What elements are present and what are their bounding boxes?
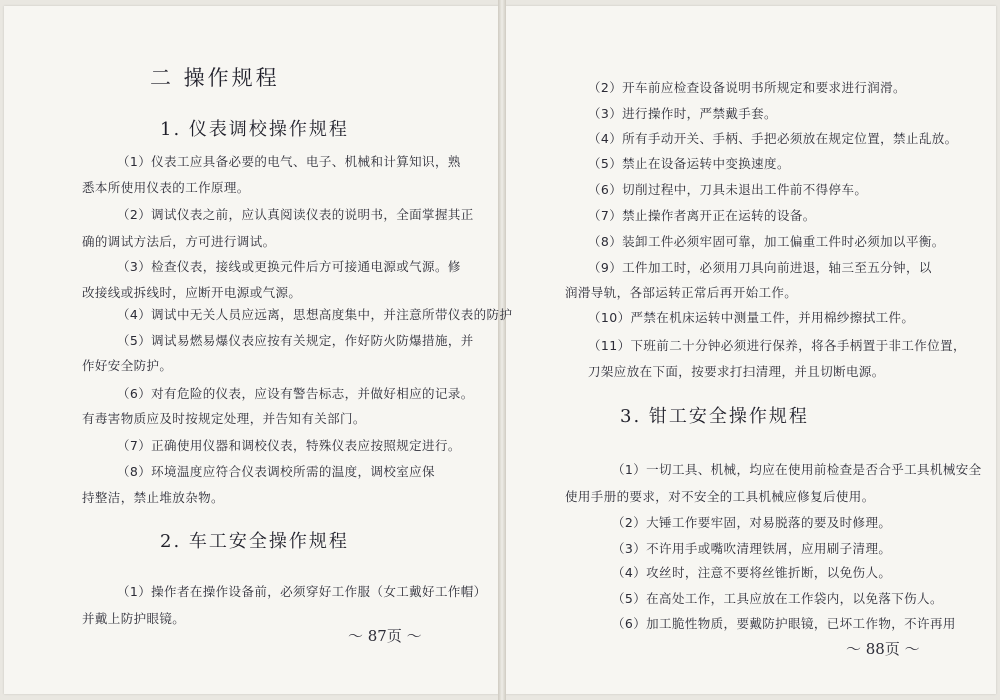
text-line: （6）加工脆性物质，要戴防护眼镜，已坏工作物，不许再用 [612, 616, 956, 631]
text-line: （3）检查仪表，接线或更换元件后方可接通电源或气源。修 [117, 259, 461, 274]
text-line: 确的调试方法后，方可进行调试。 [82, 234, 276, 249]
section2-title: 2. 车工安全操作规程 [160, 531, 349, 552]
text-line: 润滑导轨，各部运转正常后再开始工作。 [565, 285, 798, 300]
text-line: 改接线或拆线时，应断开电源或气源。 [82, 285, 302, 300]
book-gutter [498, 0, 506, 700]
text-line: （2）调试仪表之前，应认真阅读仪表的说明书，全面掌握其正 [117, 207, 474, 222]
text-line: （9）工件加工时，必须用刀具向前进退，轴三至五分钟，以 [588, 260, 932, 275]
text-line: （1）一切工具、机械，均应在使用前检查是否合乎工具机械安全 [612, 462, 982, 477]
text-line: （2）开车前应检查设备说明书所规定和要求进行润滑。 [588, 80, 906, 95]
text-line: （10）严禁在机床运转中测量工件，并用棉纱擦拭工件。 [588, 310, 915, 325]
text-line: （4）攻丝时，注意不要将丝锥折断，以免伤人。 [612, 565, 892, 580]
text-line: （2）大锤工作要牢固，对易脱落的要及时修理。 [612, 515, 892, 530]
text-line: （5）调试易燃易爆仪表应按有关规定，作好防火防爆措施，并 [117, 333, 474, 348]
section3-title: 3. 钳工安全操作规程 [620, 406, 809, 427]
text-line: （5）禁止在设备运转中变换速度。 [588, 156, 790, 171]
text-line: 并戴上防护眼镜。 [82, 611, 186, 626]
text-line: （7）正确使用仪器和调校仪表，特殊仪表应按照规定进行。 [117, 438, 461, 453]
text-line: （1）仪表工应具备必要的电气、电子、机械和计算知识，熟 [117, 154, 461, 169]
section1-title: 1. 仪表调校操作规程 [160, 119, 349, 140]
text-line: 作好安全防护。 [82, 358, 173, 373]
text-line: 持整洁，禁止堆放杂物。 [82, 490, 224, 505]
text-line: （1）操作者在操作设备前，必须穿好工作服（女工戴好工作帽） [117, 584, 487, 599]
text-line: （8）装卸工件必须牢固可靠，加工偏重工件时必须加以平衡。 [588, 234, 945, 249]
text-line: 刀架应放在下面，按要求打扫清理，并且切断电源。 [588, 364, 885, 379]
text-line: （8）环境温度应符合仪表调校所需的温度，调校室应保 [117, 464, 435, 479]
text-line: （4）调试中无关人员应远离，思想高度集中，并注意所带仪表的防护 [117, 307, 513, 322]
text-line: （11）下班前二十分钟必须进行保养，将各手柄置于非工作位置， [588, 338, 966, 353]
page-number-left: ～ 87页 ～ [348, 627, 422, 645]
text-line: （7）禁止操作者离开正在运转的设备。 [588, 208, 816, 223]
text-line: （3）进行操作时，严禁戴手套。 [588, 106, 777, 121]
text-line: （3）不许用手或嘴吹清理铁屑，应用刷子清理。 [612, 541, 892, 556]
text-line: （6）切削过程中，刀具未退出工件前不得停车。 [588, 182, 868, 197]
text-line: （6）对有危险的仪表，应设有警告标志，并做好相应的记录。 [117, 386, 474, 401]
text-line: 使用手册的要求，对不安全的工具机械应修复后使用。 [565, 489, 875, 504]
text-line: （5）在高处工作，工具应放在工作袋内，以免落下伤人。 [612, 591, 943, 606]
text-line: 有毒害物质应及时按规定处理，并告知有关部门。 [82, 411, 366, 426]
text-line: 悉本所使用仪表的工作原理。 [82, 180, 250, 195]
page-number-right: ～ 88页 ～ [846, 640, 920, 658]
chapter-heading: 二 操作规程 [150, 66, 280, 90]
text-line: （4）所有手动开关、手柄、手把必须放在规定位置，禁止乱放。 [588, 131, 958, 146]
